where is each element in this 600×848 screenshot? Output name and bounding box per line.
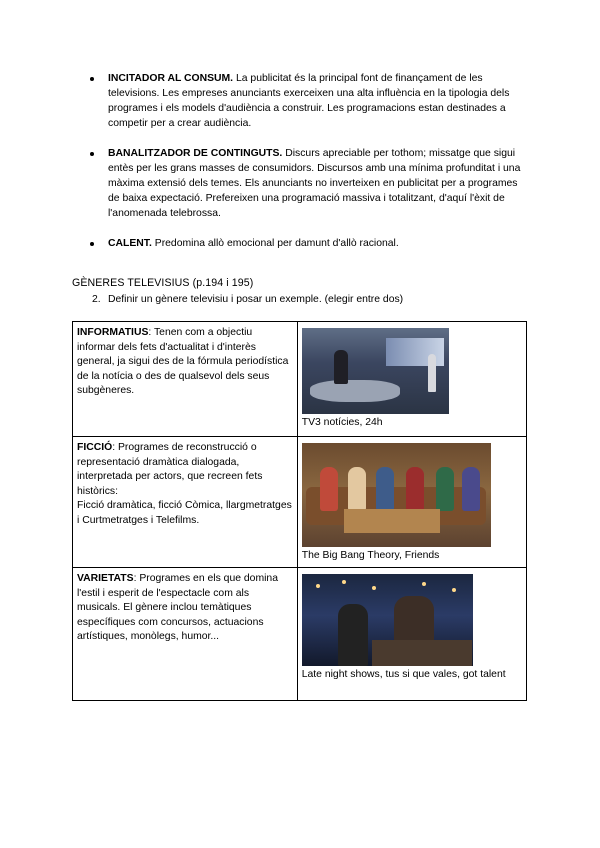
- genre-title: VARIETATS: [77, 573, 134, 584]
- bullet-text: Predomina allò emocional per damunt d'allò racional.: [151, 238, 399, 249]
- sitcom-cast-image: [302, 443, 491, 547]
- bullet-title: CALENT.: [108, 238, 152, 249]
- bullet-title: INCITADOR AL CONSUM.: [108, 73, 234, 84]
- bullet-text: La publicitat és la principal font de finançament de les televisions. Les empreses anunciants exerceixen una alta influència en la tipologia dels programes i els models d'audiència a construir. Les programacions estan destinades a competir per a crear audiència.: [108, 73, 510, 129]
- genre-description-cell: [73, 568, 298, 701]
- section-title: GÈNERES TELEVISIUS (p.194 i 195): [72, 277, 254, 289]
- table-row: [73, 437, 527, 568]
- genre-extra: Ficció dramàtica, ficció Còmica, llargmetratges i Curtmetratges i Telefilms.: [77, 500, 292, 526]
- table-row: [73, 322, 527, 437]
- genre-title: FICCIÓ: [77, 442, 113, 453]
- bullet-item: [88, 71, 528, 131]
- bullet-list: [88, 71, 528, 266]
- news-studio-image: [302, 328, 449, 414]
- bullet-item: [88, 146, 528, 221]
- question-number: 2.: [92, 294, 101, 305]
- bullet-dot-icon: [90, 242, 94, 246]
- bullet-dot-icon: [90, 152, 94, 156]
- bullet-item: [88, 236, 528, 251]
- bullet-title: BANALITZADOR DE CONTINGUTS.: [108, 148, 283, 159]
- genre-text: : Programes en els que domina l'estil i esperit de l'espectacle com als musicals. El gènere inclou temàtiques específiques com concursos, actuacions artístiques, monòlegs, humor...: [77, 573, 278, 643]
- genre-example-cell: [297, 568, 526, 701]
- genre-example-cell: [297, 437, 526, 568]
- genre-caption: The Big Bang Theory, Friends: [301, 550, 440, 561]
- genre-caption: TV3 notícies, 24h: [301, 417, 383, 428]
- question-item: [92, 292, 403, 307]
- genre-description-cell: [73, 322, 298, 437]
- genres-table: [72, 321, 527, 701]
- genre-text: : Tenen com a objectiu informar dels fets d'actualitat i d'interès general, ja sigui des de la fórmula periodística de la notícia o des de qualsevol dels seus subgèneres.: [77, 327, 289, 397]
- genre-caption: Late night shows, tus si que vales, got talent: [301, 669, 506, 680]
- bullet-text: Discurs apreciable per tothom; missatge que sigui entès per les grans masses de consumidors. Discursos amb una mínima profunditat i una màxima extensió dels temes. Els anunciants no inverteixen en publicitat per a programes de baixa expectació. Prefereixen una programació massiva i totalitzant, d'aquí l'èxit de l'anomenada telebrossa.: [108, 148, 521, 219]
- late-night-show-image: [302, 574, 473, 666]
- table-row: [73, 568, 527, 701]
- bullet-dot-icon: [90, 77, 94, 81]
- question-text: Definir un gènere televisiu i posar un exemple. (elegir entre dos): [108, 294, 404, 305]
- genre-title: INFORMATIUS: [77, 327, 149, 338]
- genre-text: : Programes de reconstrucció o representació dramàtica dialogada, interpretada per actors, que recreen fets històrics:: [77, 442, 263, 497]
- genre-example-cell: [297, 322, 526, 437]
- genre-description-cell: [73, 437, 298, 568]
